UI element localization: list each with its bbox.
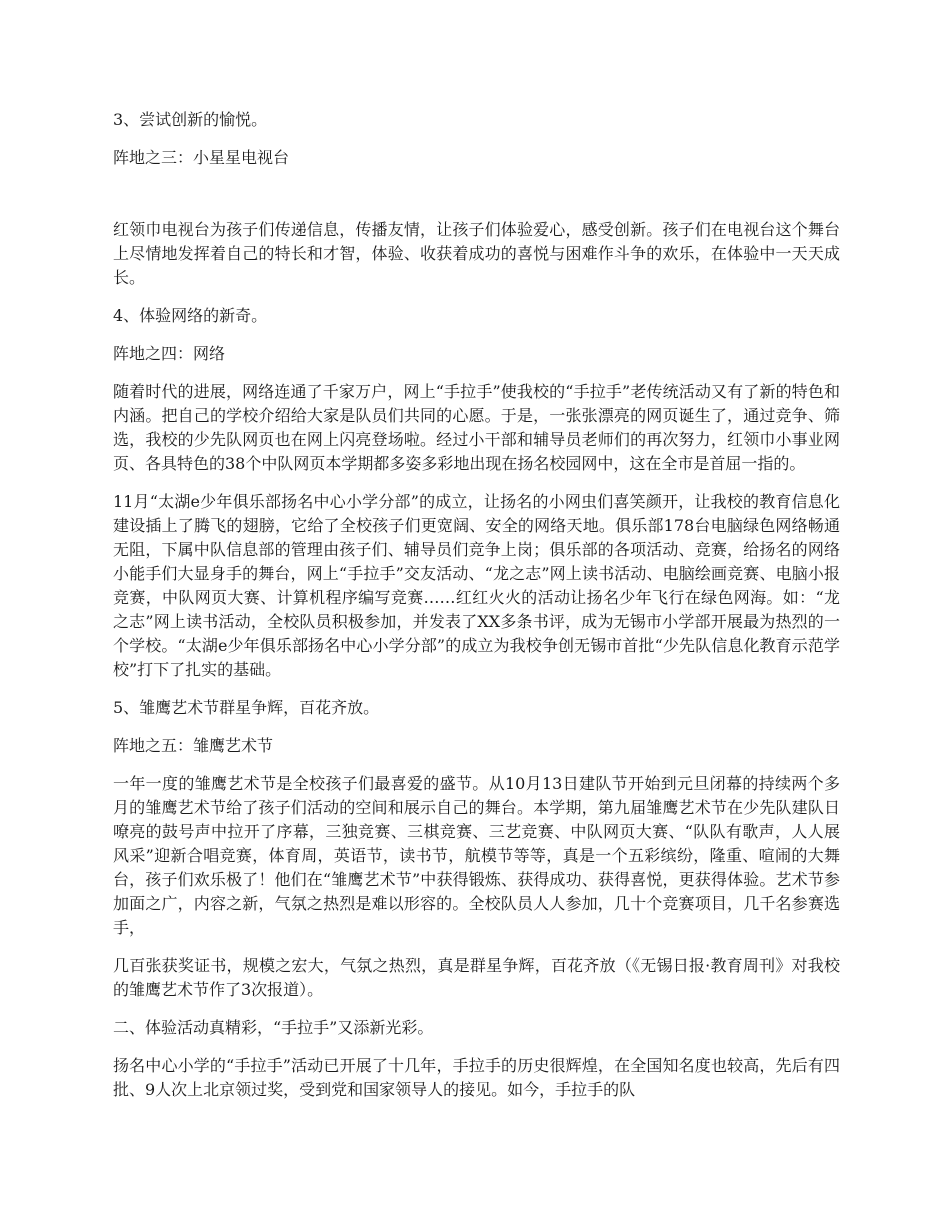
document-page bbox=[113, 108, 840, 1116]
section-heading-5: 5、雏鹰艺术节群星争辉，百花齐放。 bbox=[113, 698, 380, 717]
section-heading-3: 3、尝试创新的愉悦。 bbox=[113, 110, 268, 129]
section-heading-4: 4、体验网络的新奇。 bbox=[113, 306, 268, 325]
paragraph-hand-in-hand: 扬名中心小学的“手拉手”活动已开展了十几年，手拉手的历史很辉煌，在全国知名度也较高，先后有四批、9人次上北京领过奖，受到党和国家领导人的接见。如今，手拉手的队 bbox=[113, 1056, 840, 1099]
paragraph-network-intro: 随着时代的进展，网络连通了千家万户，网上“手拉手”使我校的“手拉手”老传统活动又有了新的特色和内涵。把自己的学校介绍给大家是队员们共同的心愿。于是，一张张漂亮的网页诞生了，通过竞争、筛选，我校的少先队网页也在网上闪亮登场啦。经过小干部和辅导员老师们的再次努力，红领巾小事业网页、各具特色的38个中队网页本学期都多姿多彩地出现在扬名校园网中，这在全市是首屈一指的。 bbox=[113, 382, 840, 473]
position-heading-4: 阵地之四：网络 bbox=[113, 344, 226, 363]
paragraph-art-festival-cont: 几百张获奖证书，规模之宏大，气氛之热烈，真是群星争辉，百花齐放（《无锡日报·教育周刊》对我校的雏鹰艺术节作了3次报道）。 bbox=[113, 956, 840, 999]
position-heading-5: 阵地之五：雏鹰艺术节 bbox=[113, 736, 274, 755]
position-heading-3: 阵地之三：小星星电视台 bbox=[113, 148, 290, 167]
paragraph-network-club: 11月“太湖e少年俱乐部扬名中心小学分部”的成立，让扬名的小网虫们喜笑颜开，让我校的教育信息化建设插上了腾飞的翅膀，它给了全校孩子们更宽阔、安全的网络天地。俱乐部178台电脑绿色网络畅通无阻，下属中队信息部的管理由孩子们、辅导员们竞争上岗；俱乐部的各项活动、竞赛，给扬名的网络小能手们大显身手的舞台，网上“手拉手”交友活动、“龙之志”网上读书活动、电脑绘画竞赛、电脑小报竞赛，中队网页大赛、计算机程序编写竞赛……红红火火的活动让扬名少年飞行在绿色网海。如：“龙之志”网上读书活动，全校队员积极参加，并发表了XX多条书评，成为无锡市小学部开展最为热烈的一个学校。“太湖e少年俱乐部扬名中心小学分部”的成立为我校争创无锡市首批“少先队信息化教育示范学校”打下了扎实的基础。 bbox=[113, 492, 840, 679]
paragraph-tv-station: 红领巾电视台为孩子们传递信息，传播友情，让孩子们体验爱心，感受创新。孩子们在电视台这个舞台上尽情地发挥着自己的特长和才智，体验、收获着成功的喜悦与困难作斗争的欢乐，在体验中一天天成长。 bbox=[113, 220, 840, 287]
paragraph-art-festival: 一年一度的雏鹰艺术节是全校孩子们最喜爱的盛节。从10月13日建队节开始到元旦闭幕的持续两个多月的雏鹰艺术节给了孩子们活动的空间和展示自己的舞台。本学期，第九届雏鹰艺术节在少先队建队日嘹亮的鼓号声中拉开了序幕，三独竞赛、三棋竞赛、三艺竞赛、中队网页大赛、“队队有歌声，人人展风采”迎新合唱竞赛，体育周，英语节，读书节，航模节等等，真是一个五彩缤纷，隆重、喧闹的大舞台，孩子们欢乐极了！他们在“雏鹰艺术节”中获得锻炼、获得成功、获得喜悦，更获得体验。艺术节参加面之广，内容之新，气氛之热烈是难以形容的。全校队员人人参加，几十个竞赛项目，几千名参赛选手， bbox=[113, 774, 840, 937]
section-heading-2: 二、体验活动真精彩，“手拉手”又添新光彩。 bbox=[113, 1018, 434, 1037]
